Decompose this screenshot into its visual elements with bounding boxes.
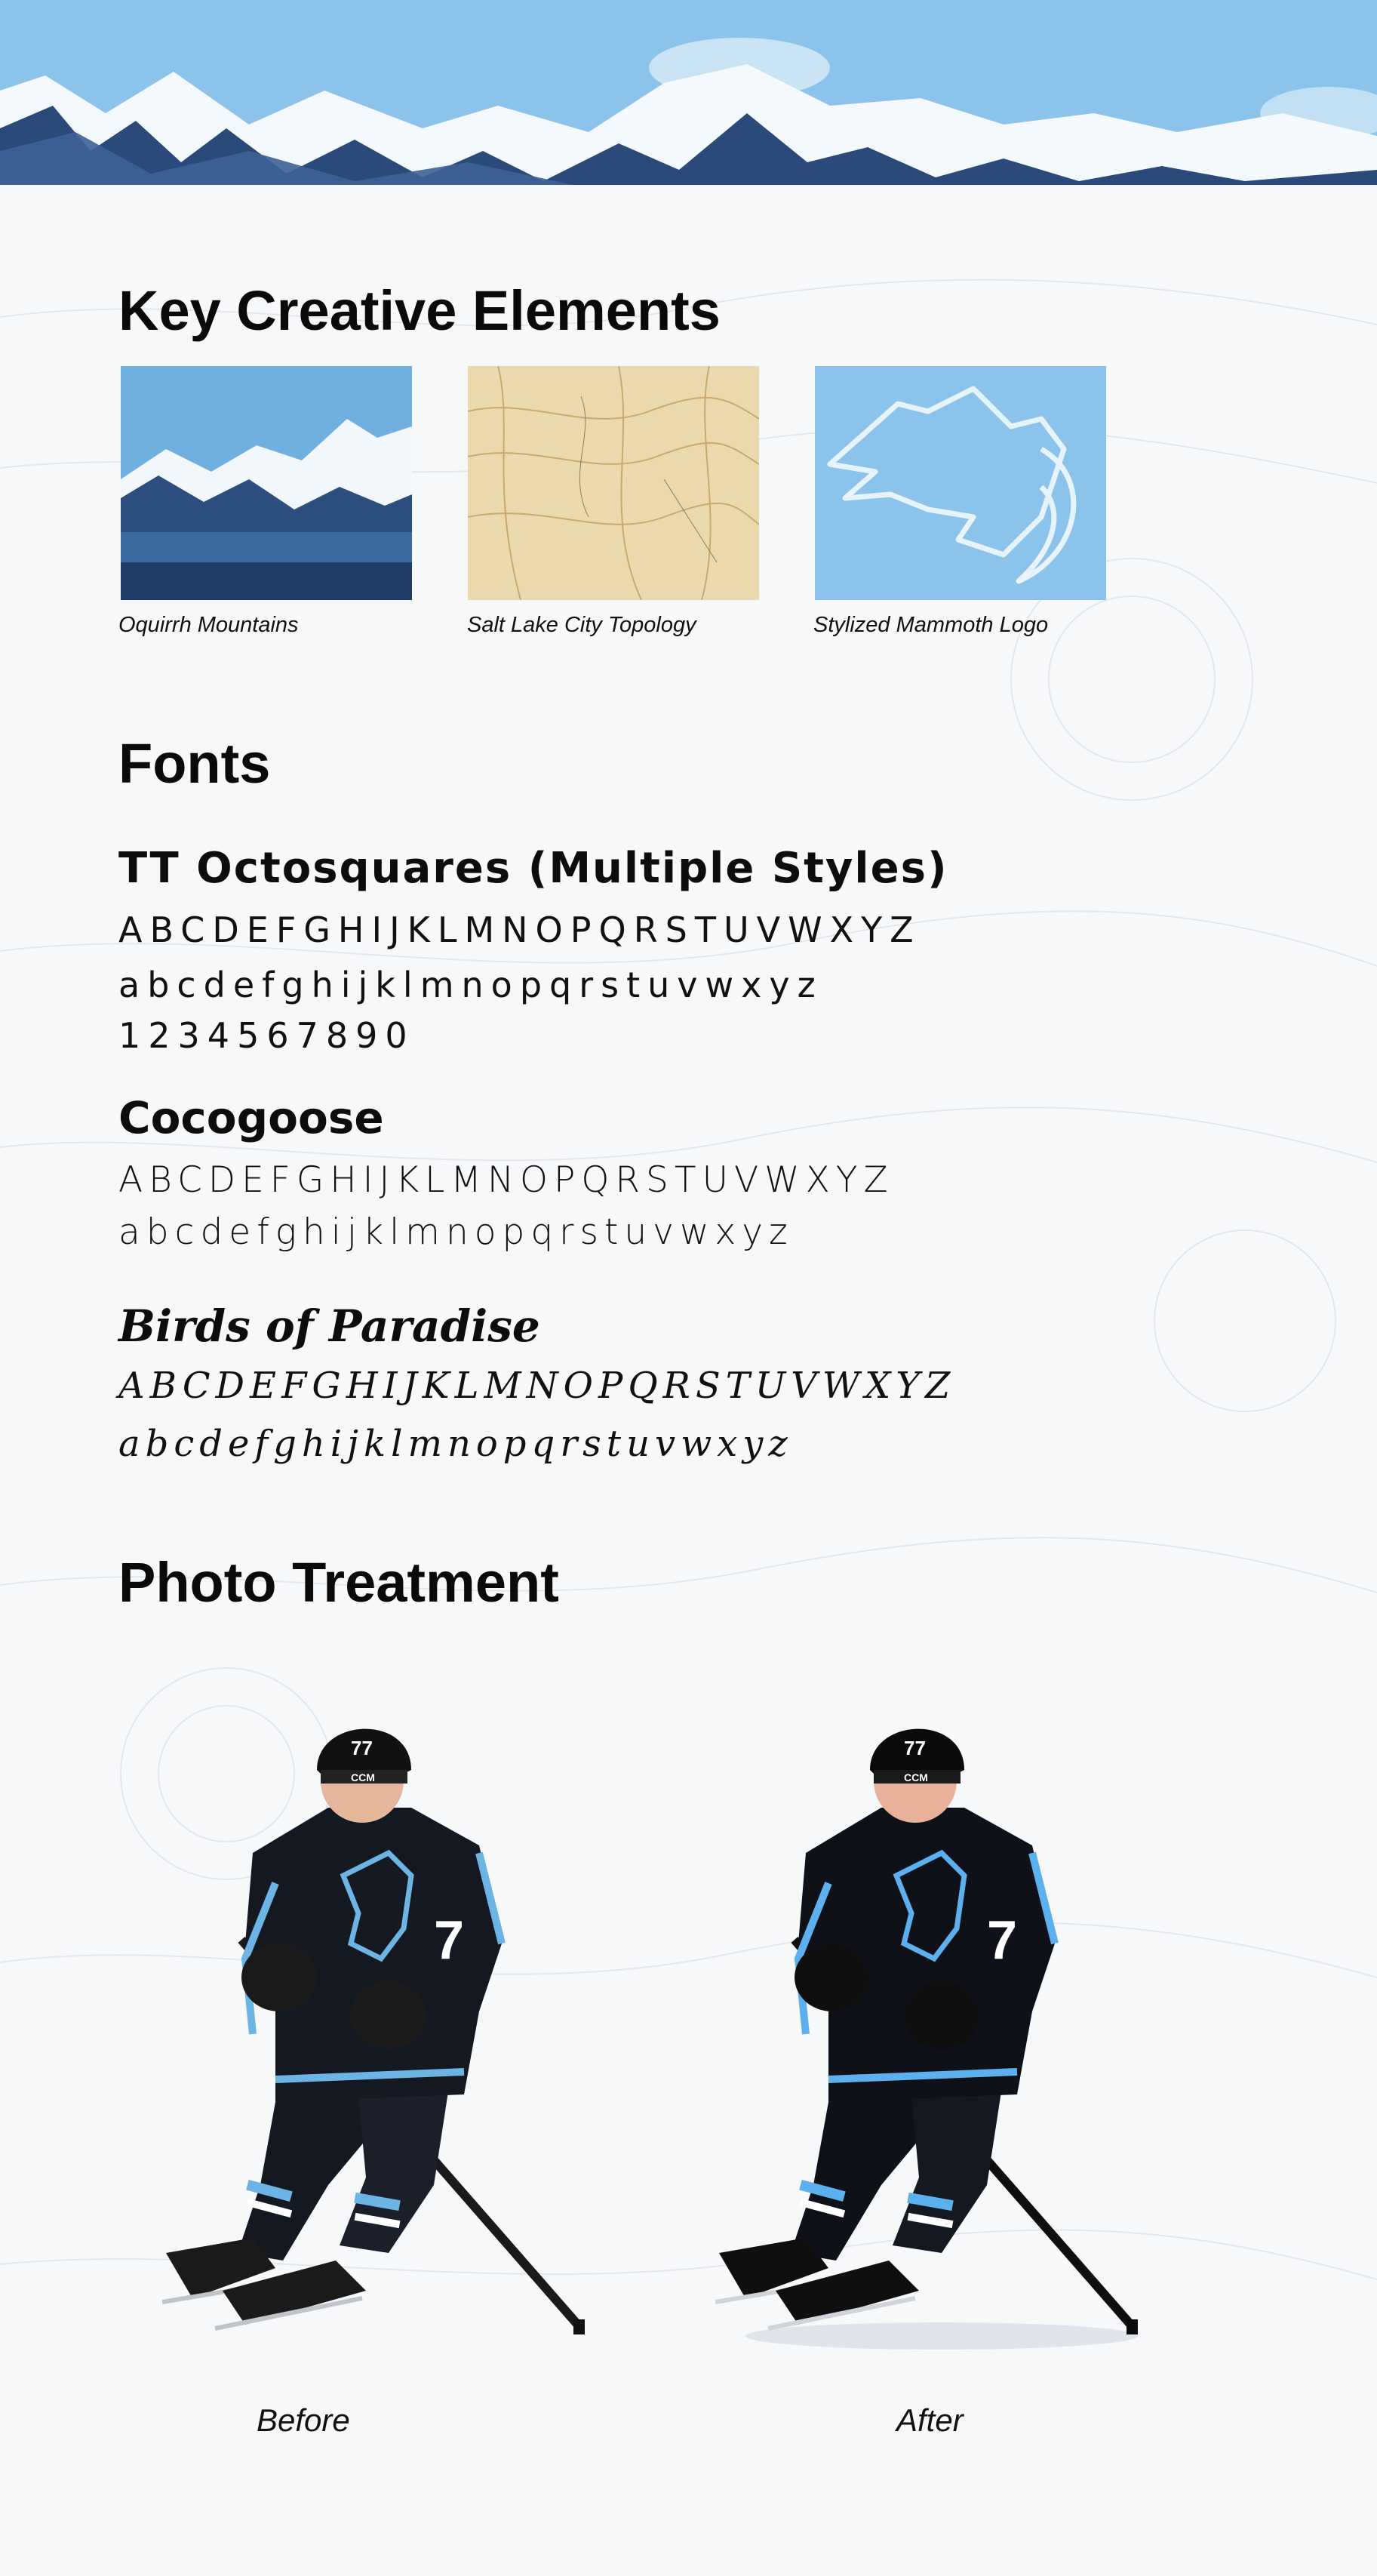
birds-of-paradise-uppercase: ABCDEFGHIJKLMNOPQRSTUVWXYZ — [118, 1365, 956, 1407]
jersey-number-after: 7 — [987, 1910, 1018, 1971]
octosquares-font-name: TT Octosquares (Multiple Styles) — [118, 844, 948, 893]
jersey-number-before: 7 — [434, 1910, 465, 1971]
helmet-brand-after: CCM — [904, 1771, 928, 1784]
fonts-title: Fonts — [118, 732, 271, 795]
salt-lake-city-topology-caption: Salt Lake City Topology — [467, 613, 696, 637]
oquirrh-mountains-image — [121, 366, 412, 600]
helmet-number-before: 77 — [351, 1737, 373, 1759]
octosquares-uppercase: ABCDEFGHIJKLMNOPQRSTUVWXYZ — [118, 909, 921, 950]
key-creative-elements-title: Key Creative Elements — [118, 279, 721, 342]
octosquares-digits: 1234567890 — [118, 1015, 415, 1056]
oquirrh-mountains-caption: Oquirrh Mountains — [118, 613, 299, 637]
player-photo-before — [162, 1657, 585, 2362]
cocogoose-lowercase: abcdefghijklmnopqrstuvwxyz — [118, 1211, 794, 1253]
mountain-banner — [0, 0, 1377, 185]
after-label: After — [896, 2402, 964, 2438]
salt-lake-city-topology-image — [468, 366, 759, 600]
photo-treatment-title: Photo Treatment — [118, 1551, 559, 1614]
birds-of-paradise-font-name: Birds of Paradise — [118, 1300, 540, 1352]
octosquares-lowercase: abcdefghijklmnopqrstuvwxyz — [118, 965, 823, 1005]
stylized-mammoth-logo-caption: Stylized Mammoth Logo — [813, 613, 1049, 637]
before-label: Before — [257, 2402, 350, 2438]
helmet-number-after: 77 — [904, 1737, 926, 1759]
birds-of-paradise-lowercase: abcdefghijklmnopqrstuvwxyz — [118, 1423, 793, 1465]
helmet-brand-before: CCM — [351, 1771, 375, 1784]
cocogoose-uppercase: ABCDEFGHIJKLMNOPQRSTUVWXYZ — [118, 1159, 894, 1201]
stylized-mammoth-logo-image — [815, 366, 1106, 600]
cocogoose-font-name: Cocogoose — [118, 1092, 384, 1143]
player-photo-after — [715, 1657, 1138, 2362]
